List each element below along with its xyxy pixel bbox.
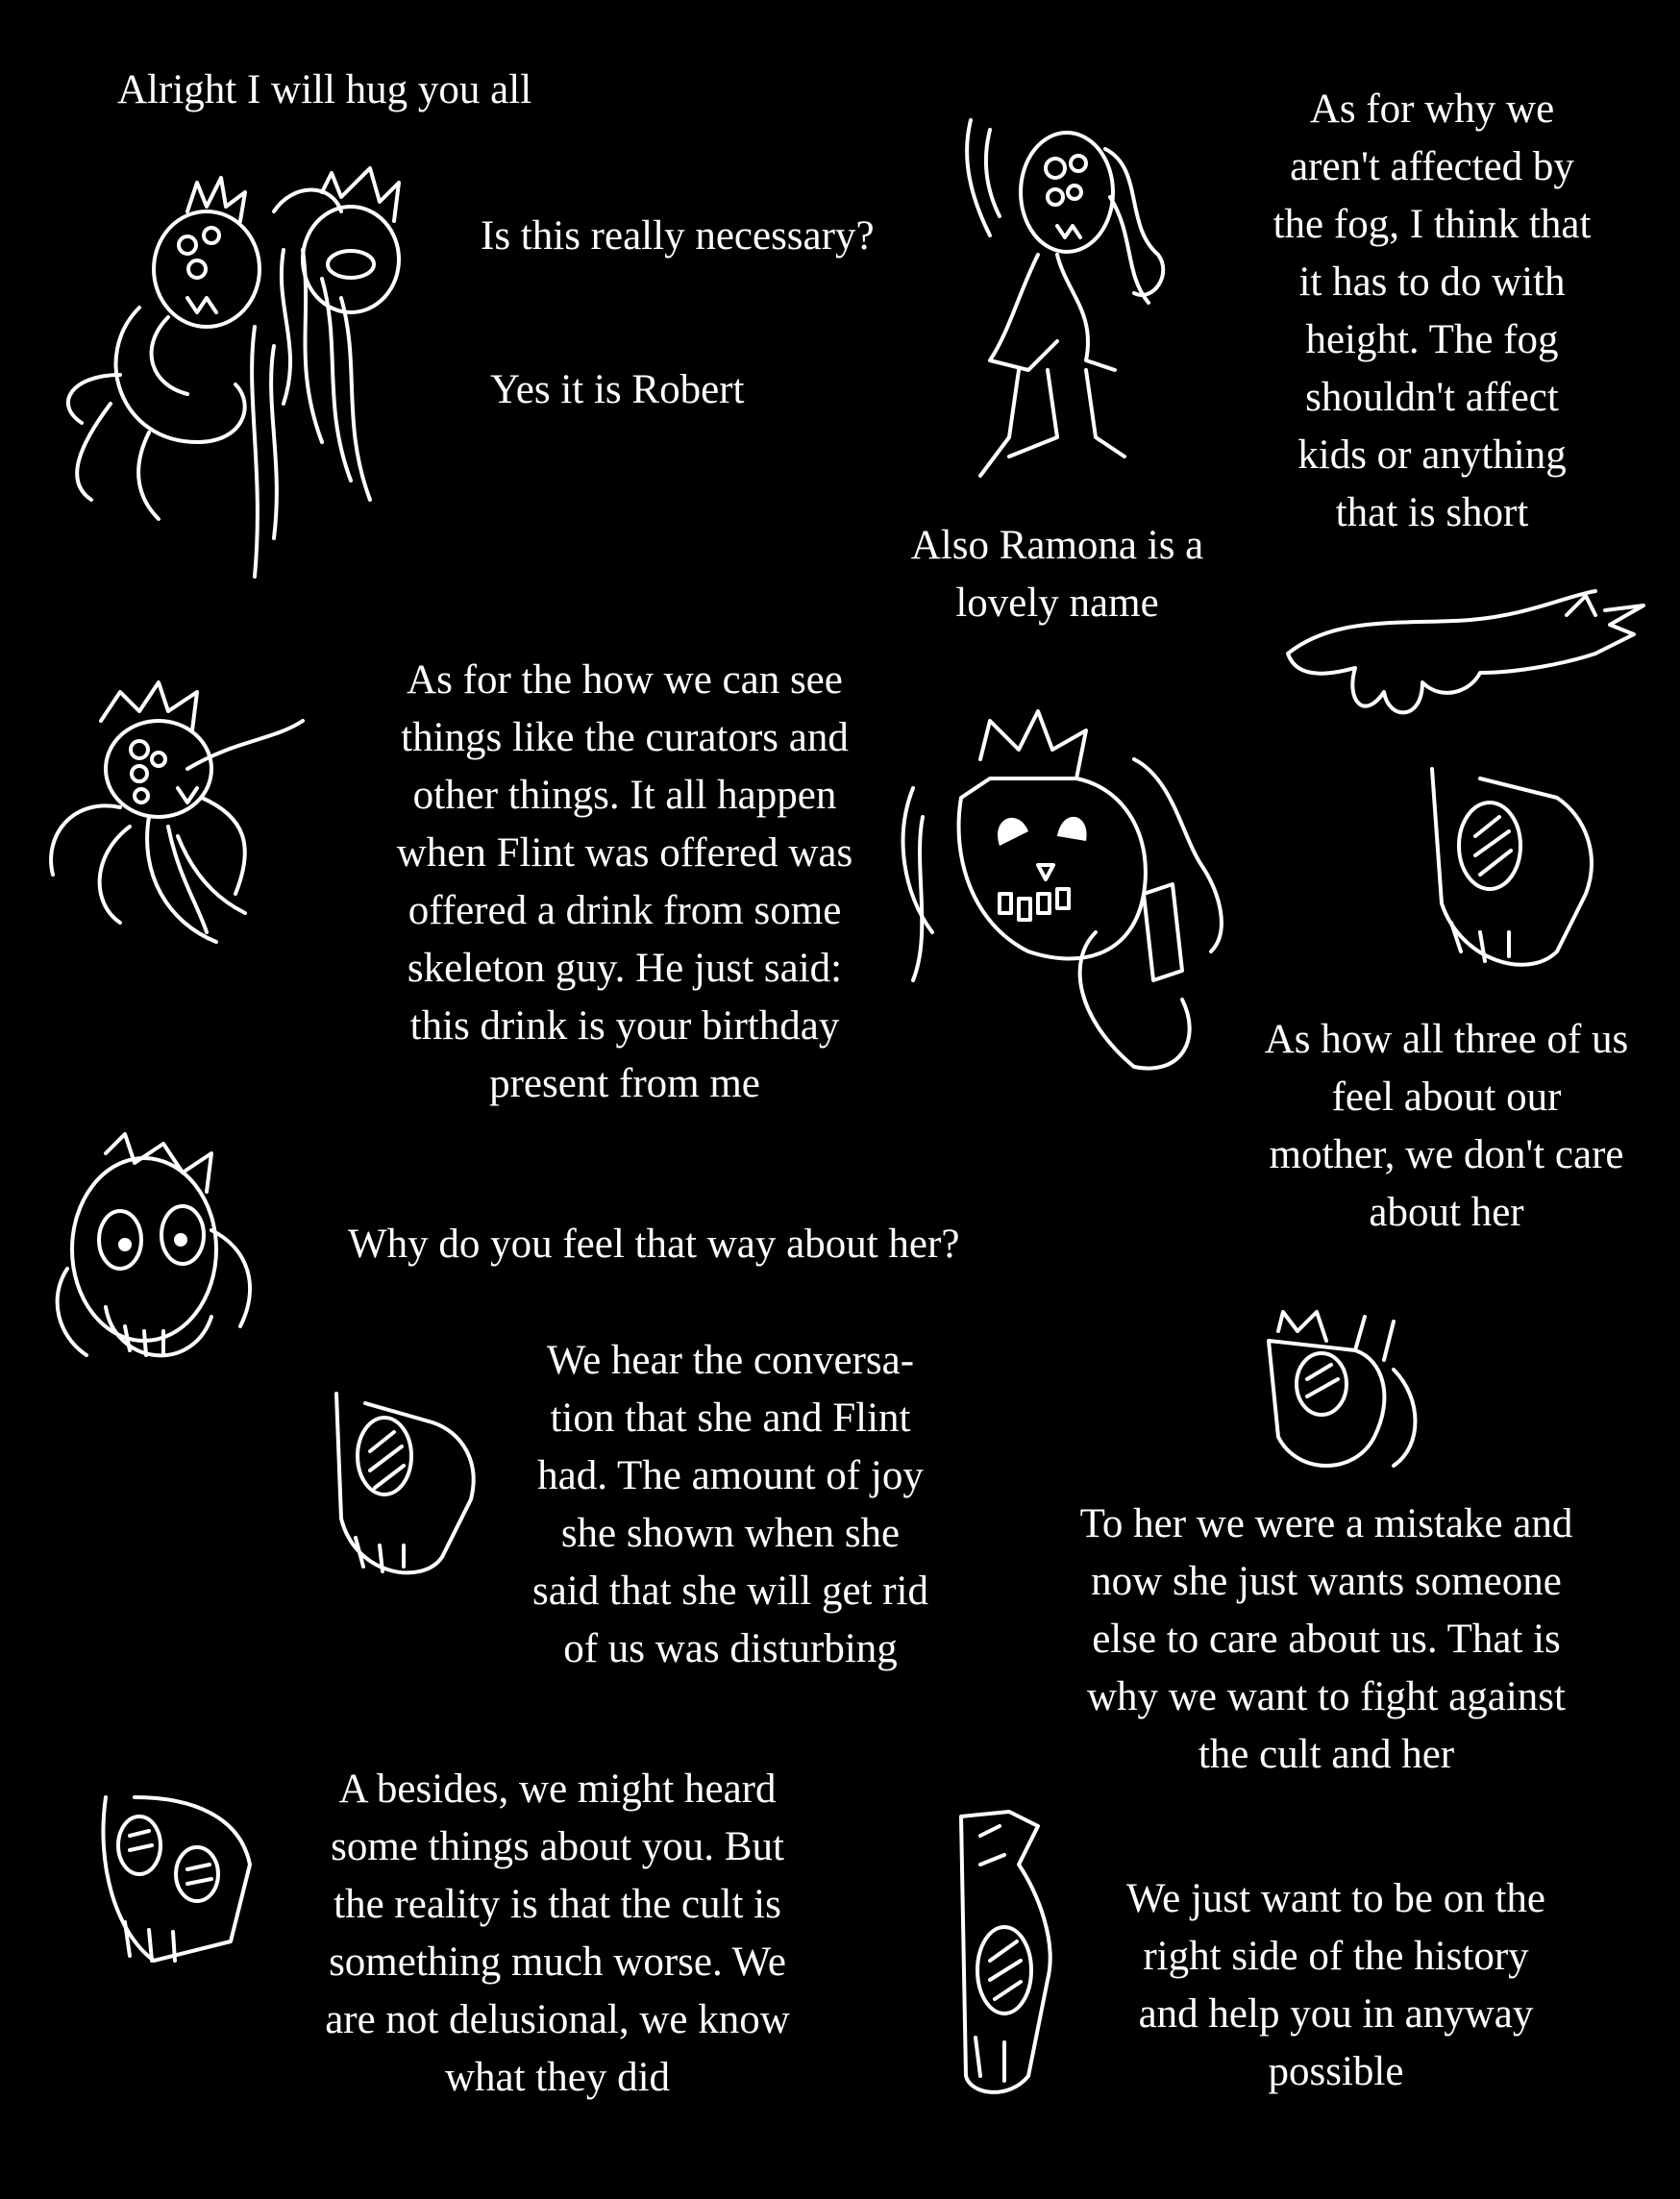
- horned-eye-creature-drawing: [1259, 1312, 1432, 1485]
- spider-creature-drawing: [34, 682, 322, 971]
- girl-drawing: [951, 111, 1211, 485]
- masked-face-drawing: [48, 1134, 288, 1413]
- hand-drawing: [1278, 577, 1663, 750]
- dialogue-mother: As how all three of us feel about our mother, we don't care about her: [1264, 1017, 1629, 1235]
- eye-creature-right-drawing: [1422, 759, 1615, 990]
- dialogue-robert: Yes it is Robert: [490, 367, 745, 412]
- dialogue-conversation: We hear the conversa- tion that she and Flint had. The amount of joy she shown when she said that she will get rid of us was disturbing: [531, 1338, 928, 1671]
- dialogue-curators: As for the how we can see things like the curators and other things. It all happen when Flint was offered was offered a drink from some skeleton guy. He just said: this drink is your birthday present from me: [396, 657, 853, 1106]
- dialogue-necessary: Is this really necessary?: [481, 213, 875, 259]
- dialogue-why-feel: Why do you feel that way about her?: [348, 1222, 960, 1267]
- dialogue-mistake: To her we were a mistake and now she just wants someone else to care about us. That is why we want to fight against the cult and her: [1079, 1501, 1573, 1777]
- bottom-left-creature-drawing: [96, 1788, 259, 1980]
- eye-creature-center-drawing: [327, 1384, 490, 1595]
- dialogue-hug: Alright I will hug you all: [117, 67, 532, 112]
- dialogue-ramona: Also Ramona is a lovely name: [910, 523, 1204, 626]
- group-hug-drawing: [53, 154, 457, 596]
- dialogue-besides: A besides, we might heard some things about you. But the reality is that the cult is something much worse. We are not delusional, we know what they did: [325, 1767, 790, 2100]
- dialogue-fog: As for why we aren't affected by the fog, I think that it has to do with height. The fog shouldn't affect kids or anything that is short: [1272, 86, 1592, 535]
- dialogue-history: We just want to be on the right side of the history and help you in anyway possible: [1125, 1876, 1545, 2094]
- skull-kid-drawing: [894, 702, 1249, 1086]
- bottom-right-creature-drawing: [951, 1807, 1067, 2105]
